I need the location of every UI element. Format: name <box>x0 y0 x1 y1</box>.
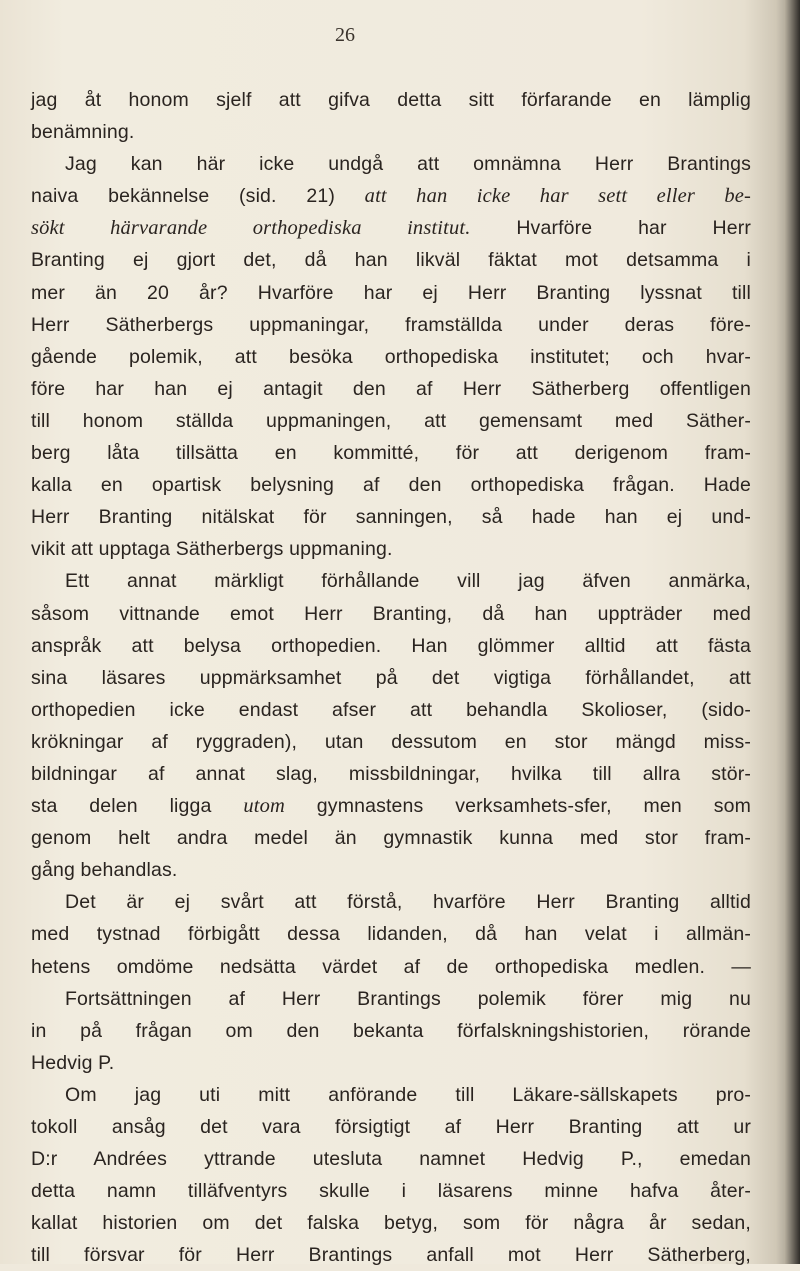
text-line <box>31 951 751 983</box>
line-text: före har han ej antagit den af Herr Sätherberg offentligen <box>31 377 751 400</box>
text-line <box>31 790 751 822</box>
text-line <box>31 1047 751 1079</box>
text-line <box>31 1143 751 1175</box>
text-line <box>31 501 751 533</box>
line-text: vikit att upptaga Sätherbergs uppmaning. <box>31 538 393 561</box>
text-line <box>31 212 751 244</box>
line-text: anspråk att belysa orthopedien. Han glömmer alltid att fästa <box>31 634 751 657</box>
text-line <box>31 277 751 309</box>
text-line <box>31 662 751 694</box>
line-text: sina läsares uppmärksamhet på det vigtiga förhållandet, att <box>31 666 751 689</box>
line-text: orthopedien icke endast afser att behandla Skolioser, (sido- <box>31 698 751 721</box>
text-line <box>31 1015 751 1047</box>
line-text: Branting ej gjort det, då han likväl fäktat mot detsamma i <box>31 249 751 272</box>
line-text: berg låta tillsätta en kommitté, för att derigenom fram- <box>31 442 751 465</box>
line-text-pre: naiva bekännelse (sid. 21) <box>31 185 365 208</box>
text-line <box>31 918 751 950</box>
line-text: bildningar af annat slag, missbildningar, hvilka till allra stör- <box>31 762 751 785</box>
text-line <box>31 116 751 148</box>
text-line <box>31 244 751 276</box>
line-text-italic: att han icke har sett eller be- <box>364 185 751 208</box>
text-line <box>31 309 751 341</box>
text-line <box>31 405 751 437</box>
text-line <box>31 854 751 886</box>
line-text: Om jag uti mitt anförande till Läkare-sällskapets pro- <box>65 1083 751 1106</box>
line-text: Hedvig P. <box>31 1051 115 1074</box>
line-text: detta namn tilläfventyrs skulle i läsarens minne hafva åter- <box>31 1180 751 1203</box>
line-text: till honom ställda uppmaningen, att gemensamt med Säther- <box>31 409 751 432</box>
line-text: till försvar för Herr Brantings anfall mot Herr Sätherberg, <box>31 1244 751 1267</box>
text-line <box>31 373 751 405</box>
text-line <box>31 1239 751 1271</box>
line-text-post: gymnastens verksamhets-sfer, men som <box>284 795 752 818</box>
line-text: såsom vittnande emot Herr Branting, då han uppträder med <box>31 602 751 625</box>
text-line <box>31 886 751 918</box>
text-line <box>31 469 751 501</box>
line-text: jag åt honom sjelf att gifva detta sitt förfarande en lämplig <box>31 89 751 111</box>
page-number: 26 <box>335 24 355 46</box>
text-line <box>31 341 751 373</box>
line-text: Herr Branting nitälskat för sanningen, så hade han ej und- <box>31 506 751 529</box>
text-line <box>31 758 751 790</box>
line-text: mer än 20 år? Hvarföre har ej Herr Branting lyssnat till <box>31 281 751 304</box>
line-text: benämning. <box>31 121 135 144</box>
line-text: Ett annat märkligt förhållande vill jag äfven anmärka, <box>65 570 751 593</box>
text-line <box>31 1207 751 1239</box>
text-line <box>31 533 751 565</box>
text-line <box>31 822 751 854</box>
line-text: tokoll ansåg det vara försigtigt af Herr Branting att ur <box>31 1116 751 1138</box>
text-line <box>31 565 751 597</box>
line-text: kalla en opartisk belysning af den orthopediska frågan. Hade <box>31 474 751 497</box>
text-line <box>31 1079 751 1111</box>
text-line <box>31 1111 751 1143</box>
line-text: Fortsättningen af Herr Brantings polemik förer mig nu <box>65 987 751 1010</box>
text-line <box>31 1175 751 1207</box>
line-text: D:r Andrées yttrande utesluta namnet Hedvig P., emedan <box>31 1148 751 1171</box>
text-line <box>31 84 751 116</box>
book-spine-edge <box>784 0 800 1264</box>
text-line <box>31 598 751 630</box>
line-text-pre: sta delen ligga <box>31 795 244 818</box>
line-text: Herr Sätherbergs uppmaningar, framställda under deras före- <box>31 313 751 336</box>
body-text <box>31 84 751 1271</box>
line-text-post: Hvarföre har Herr <box>470 217 751 240</box>
line-text-italic: utom <box>243 795 285 818</box>
line-text: krökningar af ryggraden), utan dessutom en stor mängd miss- <box>31 730 751 753</box>
line-text: genom helt andra medel än gymnastik kunna med stor fram- <box>31 827 751 850</box>
text-line <box>31 694 751 726</box>
line-text: kallat historien om det falska betyg, som för några år sedan, <box>31 1212 751 1235</box>
line-text: gående polemik, att besöka orthopediska institutet; och hvar- <box>31 345 751 368</box>
line-text: in på frågan om den bekanta förfalskningshistorien, rörande <box>31 1019 751 1042</box>
line-text-italic: sökt härvarande orthopediska institut. <box>31 217 471 240</box>
text-line <box>31 983 751 1015</box>
line-text: hetens omdöme nedsätta värdet af de orthopediska medlen. — <box>31 955 751 978</box>
line-text: med tystnad förbigått dessa lidanden, då han velat i allmän- <box>31 923 751 946</box>
text-line <box>31 148 751 180</box>
text-line <box>31 180 751 212</box>
line-text: Jag kan här icke undgå att omnämna Herr Brantings <box>65 153 751 176</box>
line-text: gång behandlas. <box>31 859 178 882</box>
text-line <box>31 726 751 758</box>
text-line <box>31 437 751 469</box>
line-text: Det är ej svårt att förstå, hvarföre Herr Branting alltid <box>65 891 751 914</box>
text-line <box>31 630 751 662</box>
